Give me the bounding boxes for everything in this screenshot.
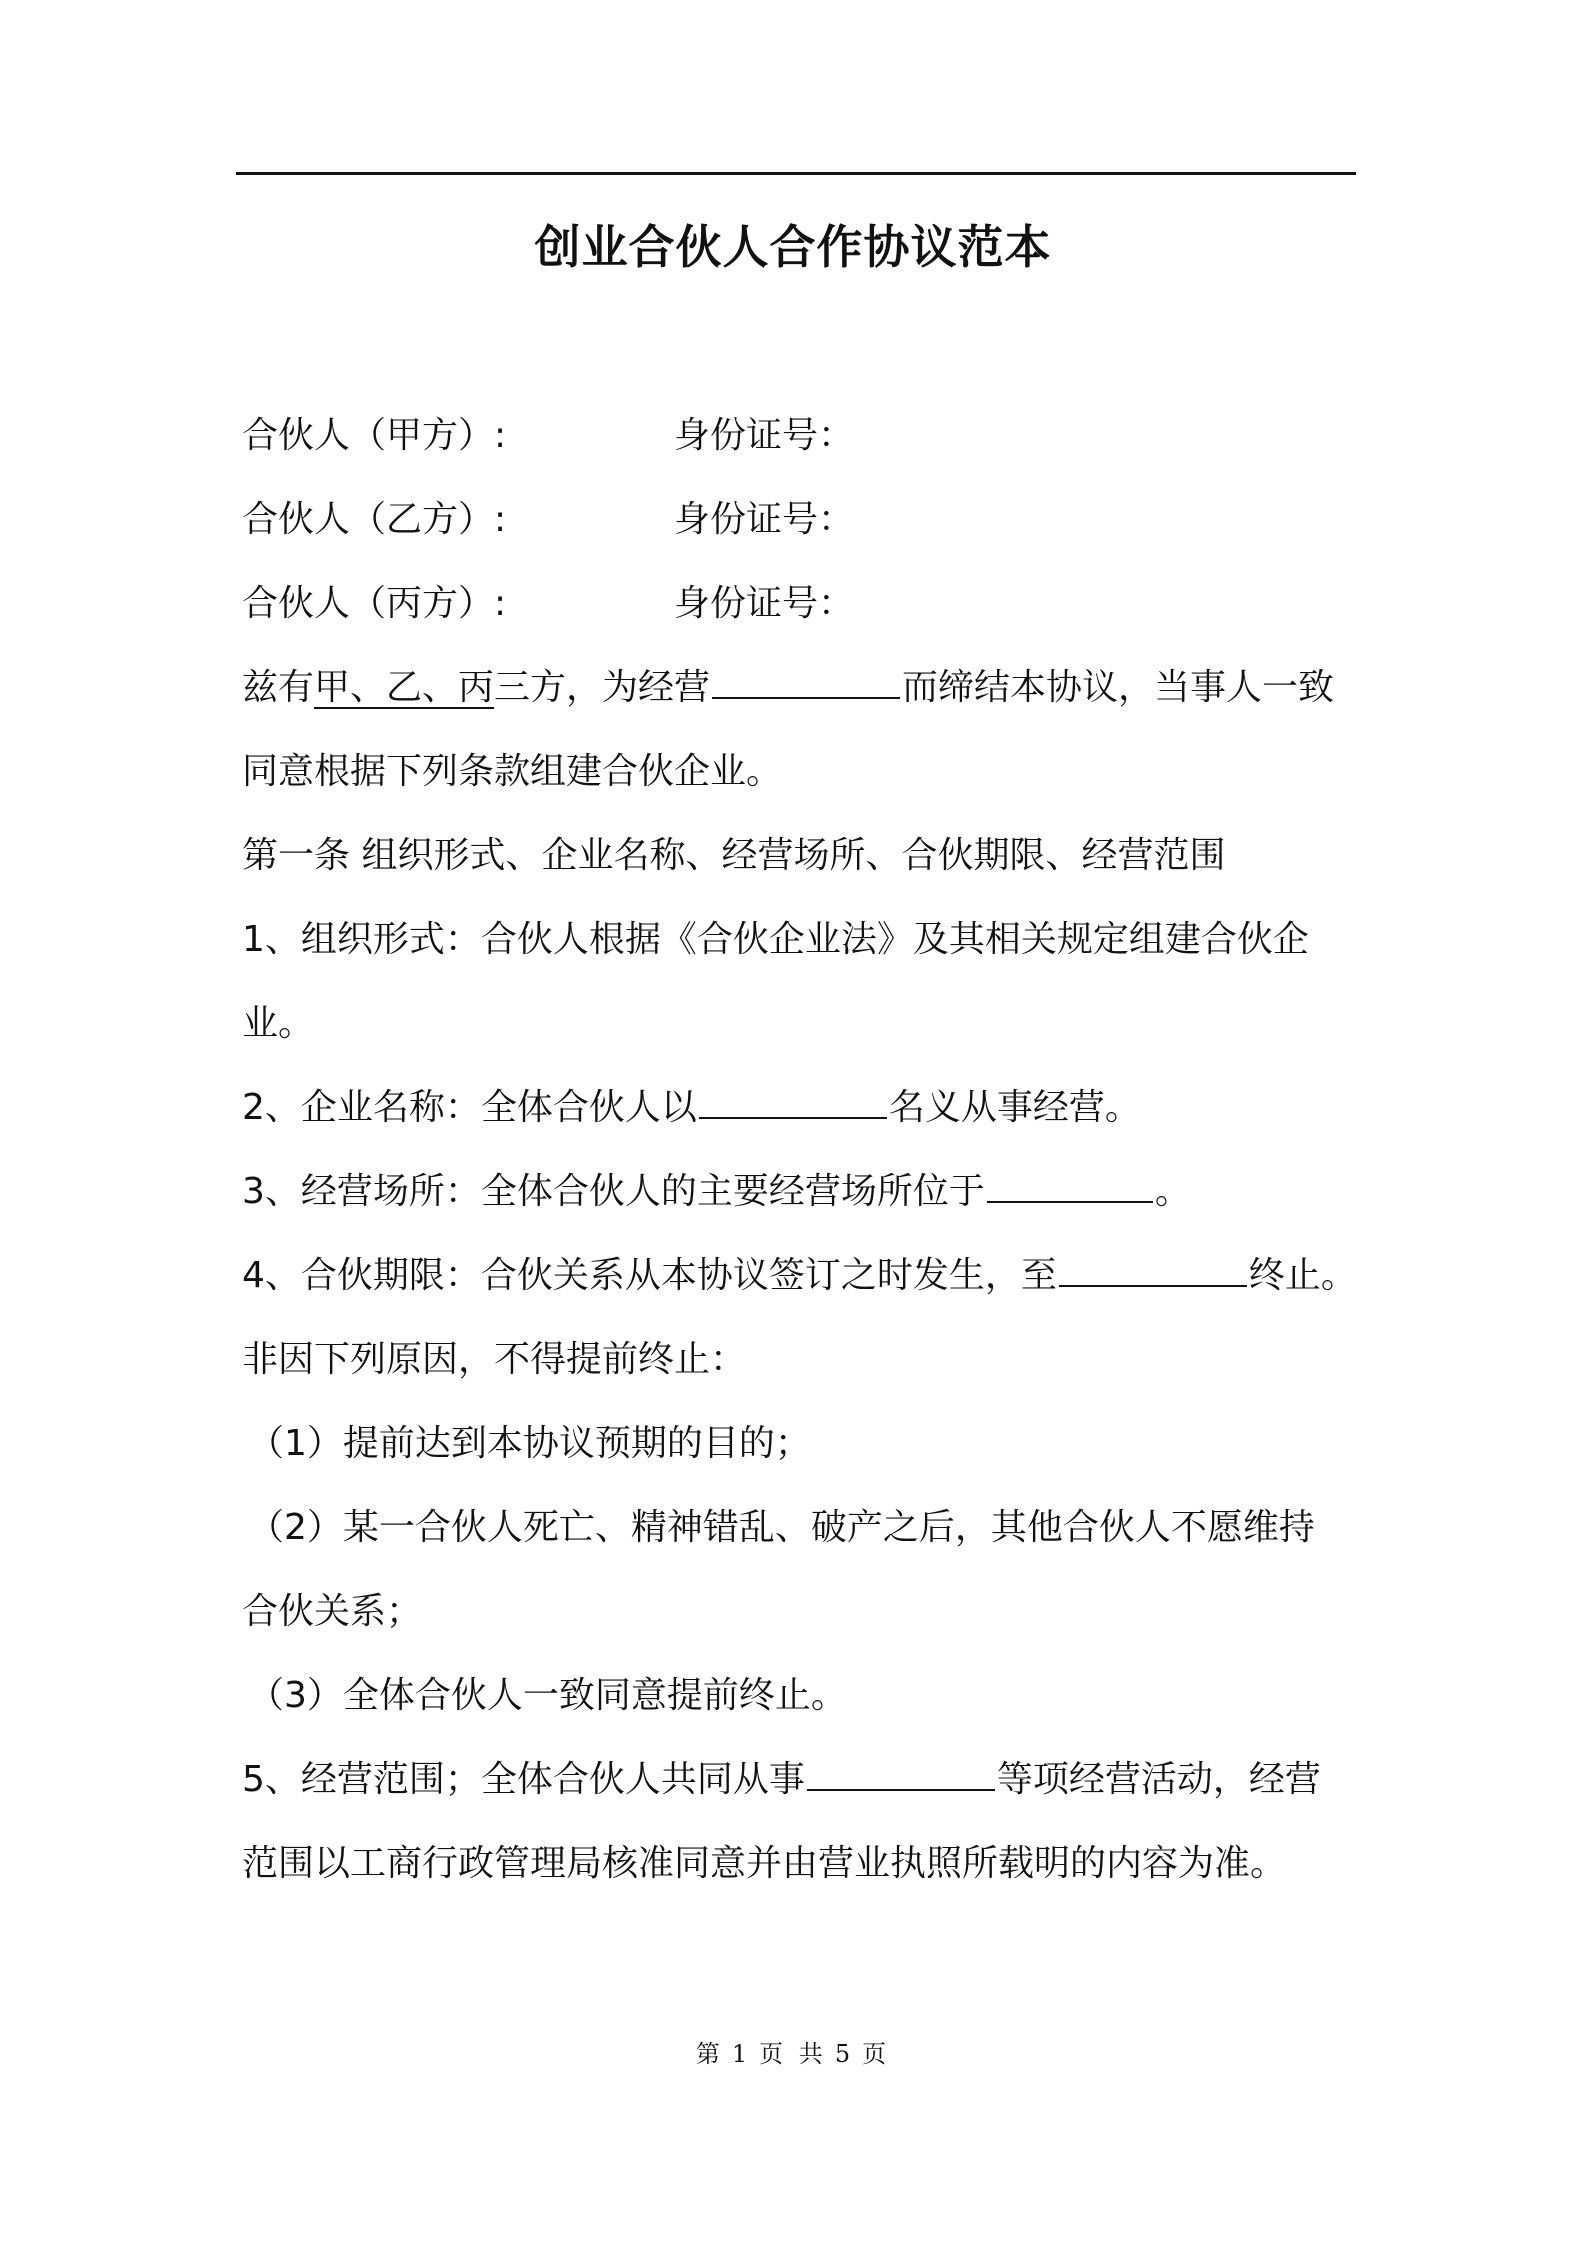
total-pages: 5 [834,2040,855,2068]
party-row-b [242,490,855,550]
header-rule [236,172,1356,175]
scope-blank[interactable] [807,1757,995,1791]
id-label: 身份证号： [674,583,855,624]
company-name-blank[interactable] [699,1085,887,1119]
term-end-blank[interactable] [1059,1253,1247,1287]
party-label: 合伙人（丙方）: [242,583,507,624]
reason-1: （1）提前达到本协议预期的目的； [248,1423,811,1464]
item2-line: 2、企业名称：全体合伙人以 名义从事经营。 [242,1087,1141,1128]
party-label: 合伙人（乙方）: [242,499,507,540]
item4-line-2: 非因下列原因，不得提前终止： [242,1339,747,1380]
reason-3: （3）全体合伙人一致同意提前终止。 [248,1675,847,1716]
party-label: 合伙人（甲方）: [242,415,507,456]
id-label: 身份证号： [674,415,855,456]
intro-line-2: 同意根据下列条款组建合伙企业。 [242,751,783,792]
party-row-a [242,406,855,466]
business-blank[interactable] [712,665,900,699]
location-blank[interactable] [987,1169,1153,1203]
article1-heading: 第一条 组织形式、企业名称、经营场所、合伙期限、经营范围 [242,835,1226,876]
parties-underlined: 甲、乙、丙 [314,667,495,708]
current-page: 1 [731,2040,752,2068]
item1-line-2: 业。 [242,1003,315,1044]
reason-2-line-1: （2）某一合伙人死亡、精神错乱、破产之后，其他合伙人不愿维持 [248,1507,1315,1548]
item5-line-2: 范围以工商行政管理局核准同意并由营业执照所载明的内容为准。 [242,1843,1287,1884]
id-label: 身份证号： [674,499,855,540]
item3-line: 3、经营场所：全体合伙人的主要经营场所位于 。 [242,1171,1191,1212]
item5-line-1: 5、经营范围；全体合伙人共同从事 等项经营活动，经营 [242,1759,1321,1800]
item1-line-1: 1、组织形式：合伙人根据《合伙企业法》及其相关规定组建合伙企 [242,919,1309,960]
document-title: 创业合伙人合作协议范本 [534,220,1052,274]
page-footer: 第 1 页 共 5 页 [695,2040,891,2068]
intro-line-1: 兹有甲、乙、丙三方，为经营 而缔结本协议，当事人一致 [242,667,1335,708]
reason-2-line-2: 合伙关系； [242,1591,423,1632]
party-row-c [242,574,855,634]
item4-line-1: 4、合伙期限：合伙关系从本协议签订之时发生，至 终止。 [242,1255,1357,1296]
